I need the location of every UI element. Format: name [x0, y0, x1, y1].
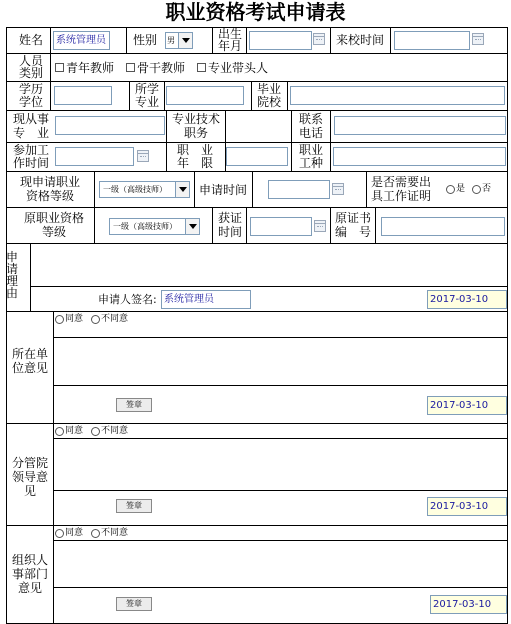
- row-line: [6, 27, 508, 28]
- opinion-label: 所在单位意见: [12, 347, 49, 375]
- disagree-radio[interactable]: [91, 427, 100, 436]
- signature-label: 申请人签名:: [98, 293, 157, 306]
- calendar-icon[interactable]: [332, 183, 344, 195]
- chevron-down-icon: [175, 182, 189, 197]
- col-line: [246, 27, 247, 53]
- col-line: [126, 27, 127, 53]
- school-label-1: 毕业: [256, 82, 281, 96]
- calendar-icon[interactable]: [472, 33, 484, 45]
- col-line: [50, 27, 51, 53]
- col-line: [212, 207, 213, 243]
- current-major-field[interactable]: [55, 116, 165, 135]
- opinion-label: 分管院领导意见: [11, 456, 48, 498]
- sign-button[interactable]: 签章: [116, 398, 152, 412]
- apply-level-select-value: 一级（高级技师）: [103, 185, 167, 194]
- apply-level-select[interactable]: [99, 181, 190, 198]
- calendar-icon[interactable]: [313, 33, 325, 45]
- position-years-field[interactable]: [226, 147, 288, 166]
- proof-yes-label: 是: [456, 184, 466, 194]
- birth-date-field[interactable]: [249, 31, 312, 50]
- col-line: [291, 142, 292, 171]
- col-line: [6, 27, 7, 624]
- opinion-date-field[interactable]: 2017-03-10: [427, 497, 507, 516]
- job-type-field[interactable]: [333, 147, 506, 166]
- row-line: [53, 337, 507, 338]
- category-option-label: 专业带头人: [208, 61, 269, 75]
- agree-label: 同意: [65, 314, 84, 324]
- proof-no-label: 否: [482, 184, 492, 194]
- col-line: [330, 142, 331, 171]
- checkbox-key-teacher[interactable]: [126, 63, 135, 72]
- current-major-label-2: 专 业: [12, 126, 49, 140]
- row-line: [53, 490, 507, 491]
- col-line: [212, 27, 213, 53]
- row-line: [53, 438, 507, 439]
- arrival-date-field[interactable]: [394, 31, 470, 50]
- col-line: [330, 110, 331, 142]
- proof-yes-radio[interactable]: [446, 185, 455, 194]
- cert-time-label-1: 获证: [217, 211, 242, 225]
- col-line: [94, 207, 95, 243]
- col-line: [53, 311, 54, 423]
- gender-select-value: 男: [167, 36, 175, 45]
- position-label-1: 职 业: [176, 143, 213, 157]
- orig-level-select-value: 一级（高级技师）: [113, 222, 177, 231]
- major-field[interactable]: [166, 86, 244, 105]
- row-line: [6, 110, 508, 111]
- sign-button[interactable]: 签章: [116, 597, 152, 611]
- row-line: [6, 311, 508, 312]
- school-label-2: 院校: [256, 95, 281, 109]
- row-line: [6, 207, 508, 208]
- education-label-2: 学位: [18, 95, 43, 109]
- agree-radio[interactable]: [55, 315, 64, 324]
- birth-label-2: 年月: [217, 39, 242, 53]
- agree-label: 同意: [65, 528, 84, 538]
- calendar-icon[interactable]: [137, 150, 149, 162]
- orig-level-label-1: 原职业资格: [23, 211, 84, 225]
- chevron-down-icon: [178, 33, 192, 48]
- cert-no-label-2: 编 号: [334, 225, 371, 239]
- col-line: [287, 81, 288, 110]
- col-line: [129, 81, 130, 110]
- disagree-label: 不同意: [101, 314, 129, 324]
- disagree-label: 不同意: [101, 426, 129, 436]
- disagree-radio[interactable]: [91, 315, 100, 324]
- col-line: [291, 110, 292, 142]
- row-line: [6, 53, 508, 54]
- name-field[interactable]: 系统管理员: [53, 31, 110, 50]
- job-type-label-1: 职业: [298, 143, 323, 157]
- arrival-label: 来校时间: [335, 33, 384, 47]
- apply-level-label-1: 现申请职业: [19, 175, 80, 189]
- reason-date-field[interactable]: 2017-03-10: [427, 290, 507, 309]
- education-label-1: 学历: [18, 82, 43, 96]
- chevron-down-icon: [185, 219, 199, 234]
- disagree-radio[interactable]: [91, 529, 100, 538]
- sign-button[interactable]: 签章: [116, 499, 152, 513]
- work-start-label-1: 参加工: [12, 143, 49, 157]
- opinion-label: 组织人事部门意见: [11, 553, 48, 595]
- proof-label-2: 具工作证明: [370, 189, 431, 203]
- col-line: [252, 171, 253, 207]
- category-option-label: 青年教师: [66, 61, 115, 75]
- row-line: [6, 525, 508, 526]
- orig-level-select[interactable]: [109, 218, 200, 235]
- birth-label-1: 出生: [217, 27, 242, 41]
- row-line: [6, 171, 508, 172]
- reason-label: 申请理由: [6, 250, 19, 300]
- checkbox-young-teacher[interactable]: [55, 63, 64, 72]
- col-line: [251, 81, 252, 110]
- apply-level-label-2: 资格等级: [25, 189, 74, 203]
- work-start-date-field[interactable]: [55, 147, 134, 166]
- row-line: [6, 243, 508, 244]
- phone-field[interactable]: [334, 116, 506, 135]
- agree-label: 同意: [65, 426, 84, 436]
- apply-time-field[interactable]: [268, 180, 330, 199]
- tech-title-label-1: 专业技术: [171, 112, 220, 126]
- col-line: [507, 27, 508, 624]
- col-line: [390, 27, 391, 53]
- col-line: [50, 53, 51, 110]
- gender-select[interactable]: [165, 32, 193, 49]
- category-label-2: 类别: [18, 66, 43, 80]
- education-field[interactable]: [54, 86, 112, 105]
- cert-no-label-1: 原证书: [334, 211, 371, 225]
- current-major-label-1: 现从事: [12, 112, 49, 126]
- col-line: [94, 171, 95, 207]
- agree-radio[interactable]: [55, 427, 64, 436]
- disagree-label: 不同意: [101, 528, 129, 538]
- phone-label-1: 联系: [298, 112, 323, 126]
- row-line: [30, 286, 507, 287]
- orig-level-label-2: 等级: [41, 225, 66, 239]
- proof-no-radio[interactable]: [472, 185, 481, 194]
- work-start-label-2: 作时间: [12, 156, 49, 170]
- row-line: [6, 423, 508, 424]
- col-line: [30, 243, 31, 311]
- col-line: [225, 110, 226, 142]
- calendar-icon[interactable]: [314, 220, 326, 232]
- tech-title-label-2: 职务: [183, 126, 208, 140]
- col-line: [246, 207, 247, 243]
- school-field[interactable]: [290, 86, 505, 105]
- major-label-1: 所学: [134, 82, 159, 96]
- col-line: [194, 171, 195, 207]
- row-line: [53, 587, 507, 588]
- proof-label-1: 是否需要出: [370, 175, 431, 189]
- name-label: 姓名: [18, 33, 43, 47]
- col-line: [330, 207, 331, 243]
- cert-time-label-2: 时间: [217, 225, 242, 239]
- apply-time-label: 申请时间: [198, 183, 247, 197]
- position-label-2: 年 限: [176, 156, 213, 170]
- checkbox-lead-teacher[interactable]: [197, 63, 206, 72]
- col-line: [375, 207, 376, 243]
- gender-label: 性别: [132, 33, 157, 47]
- row-line: [6, 142, 508, 143]
- category-option-label: 骨干教师: [137, 61, 186, 75]
- row-line: [53, 385, 507, 386]
- row-line: [53, 540, 507, 541]
- category-label-1: 人员: [18, 54, 43, 68]
- opinion-date-field[interactable]: 2017-03-10: [430, 595, 507, 614]
- opinion-date-field[interactable]: 2017-03-10: [427, 396, 507, 415]
- agree-radio[interactable]: [55, 529, 64, 538]
- col-line: [164, 81, 165, 110]
- signature-field[interactable]: 系统管理员: [161, 290, 251, 309]
- cert-no-field[interactable]: [381, 217, 505, 236]
- col-line: [166, 142, 167, 171]
- phone-label-2: 电话: [298, 126, 323, 140]
- page-title: 职业资格考试申请表: [165, 0, 346, 24]
- job-type-label-2: 工种: [298, 156, 323, 170]
- cert-time-field[interactable]: [250, 217, 312, 236]
- col-line: [330, 27, 331, 53]
- major-label-2: 专业: [134, 95, 159, 109]
